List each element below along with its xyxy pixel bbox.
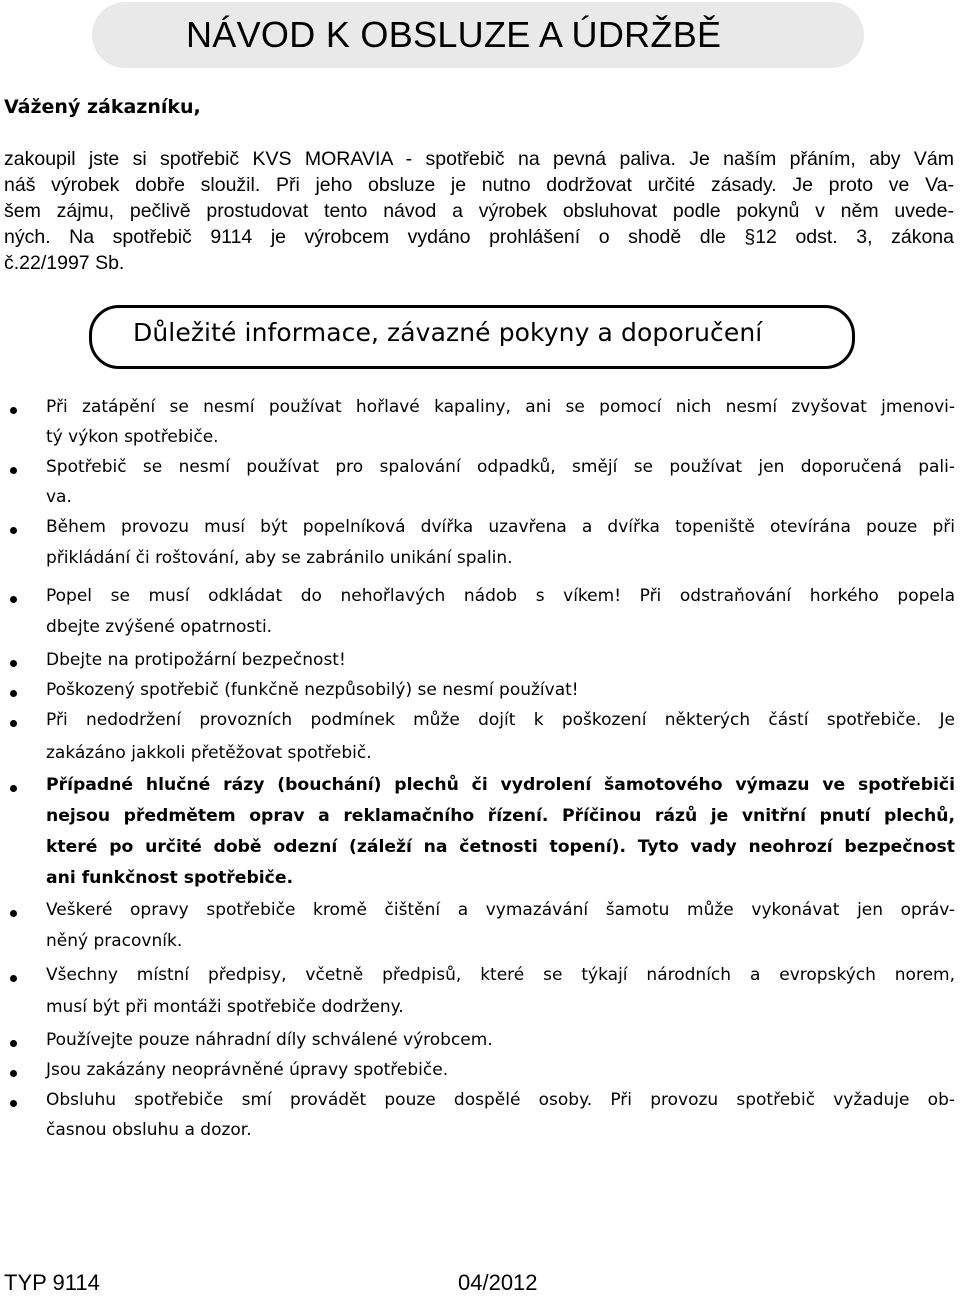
list-item: Veškeré opravy spotřebiče kromě čištění a vymazávání šamotu může vykonávat jen opráv- xyxy=(46,900,955,920)
bullet-icon xyxy=(10,910,17,917)
list-item: Popel se musí odkládat do nehořlavých nádob s víkem! Při odstraňování horkého popela xyxy=(46,586,955,606)
footer-type: TYP 9114 xyxy=(4,1270,100,1295)
list-item: Při zatápění se nesmí používat hořlavé kapaliny, ani se pomocí nich nesmí zvyšovat jmenovi- xyxy=(46,397,955,417)
bullet-icon xyxy=(10,690,17,697)
footer-date: 04/2012 xyxy=(458,1270,538,1295)
list-item: něný pracovník. xyxy=(46,931,183,951)
bullet-icon xyxy=(10,785,17,792)
list-item: ani funkčnost spotřebiče. xyxy=(46,868,294,888)
list-item: va. xyxy=(46,487,72,507)
page-title: NÁVOD K OBSLUZE A ÚDRŽBĚ xyxy=(186,14,722,55)
list-item: Spotřebič se nesmí používat pro spalování odpadků, smějí se používat jen doporučená pali- xyxy=(46,457,955,477)
section-heading: Důležité informace, závazné pokyny a doporučení xyxy=(133,318,763,347)
list-item: zakázáno jakkoli přetěžovat spotřebič. xyxy=(46,743,372,763)
bullet-icon xyxy=(10,1100,17,1107)
bullet-icon xyxy=(10,407,17,414)
list-item: Během provozu musí být popelníková dvířka uzavřena a dvířka topeniště otevírána pouze při xyxy=(46,517,955,537)
bullet-icon xyxy=(10,467,17,474)
intro-line: šem zájmu, pečlivě prostudovat tento návod a výrobek obsluhovat podle pokynů v něm uvede- xyxy=(4,200,954,222)
list-item: které po určité době odezní (záleží na četnosti topení). Tyto vady neohrozí bezpečnost xyxy=(46,837,955,857)
bullet-icon xyxy=(10,527,17,534)
intro-line: ných. Na spotřebič 9114 je výrobcem vydáno prohlášení o shodě dle §12 odst. 3, zákona xyxy=(4,226,954,248)
list-item: Všechny místní předpisy, včetně předpisů, které se týkají národních a evropských norem, xyxy=(46,965,955,985)
list-item: Jsou zakázány neoprávněné úpravy spotřebiče. xyxy=(46,1060,449,1080)
list-item: přikládání či roštování, aby se zabránilo unikání spalin. xyxy=(46,548,513,568)
list-item: Při nedodržení provozních podmínek může dojít k poškození některých částí spotřebiče. Je xyxy=(46,710,955,730)
list-item: časnou obsluhu a dozor. xyxy=(46,1120,252,1140)
intro-line: č.22/1997 Sb. xyxy=(4,252,125,274)
bullet-icon xyxy=(10,720,17,727)
list-item: Používejte pouze náhradní díly schválené výrobcem. xyxy=(46,1030,493,1050)
list-item: nejsou předmětem oprav a reklamačního řízení. Příčinou rázů je vnitřní pnutí plechů, xyxy=(46,806,955,826)
list-item: Dbejte na protipožární bezpečnost! xyxy=(46,650,346,670)
bullet-icon xyxy=(10,1040,17,1047)
bullet-icon xyxy=(10,975,17,982)
list-item: musí být při montáži spotřebiče dodrženy. xyxy=(46,997,404,1017)
list-item: Obsluhu spotřebiče smí provádět pouze dospělé osoby. Při provozu spotřebič vyžaduje ob- xyxy=(46,1090,955,1110)
bullet-icon xyxy=(10,660,17,667)
list-item: Poškozený spotřebič (funkčně nezpůsobilý) se nesmí používat! xyxy=(46,680,579,700)
intro-line: zakoupil jste si spotřebič KVS MORAVIA - spotřebič na pevná paliva. Je naším přáním, aby Vám xyxy=(4,148,954,170)
intro-line: náš výrobek dobře sloužil. Při jeho obsluze je nutno dodržovat určité zásady. Je proto ve Va- xyxy=(4,174,954,196)
list-item: Případné hlučné rázy (bouchání) plechů či vydrolení šamotového výmazu ve spotřebiči xyxy=(46,775,955,795)
greeting: Vážený zákazníku, xyxy=(4,96,201,118)
list-item: tý výkon spotřebiče. xyxy=(46,427,219,447)
bullet-icon xyxy=(10,1070,17,1077)
list-item: dbejte zvýšené opatrnosti. xyxy=(46,617,273,637)
bullet-icon xyxy=(10,596,17,603)
